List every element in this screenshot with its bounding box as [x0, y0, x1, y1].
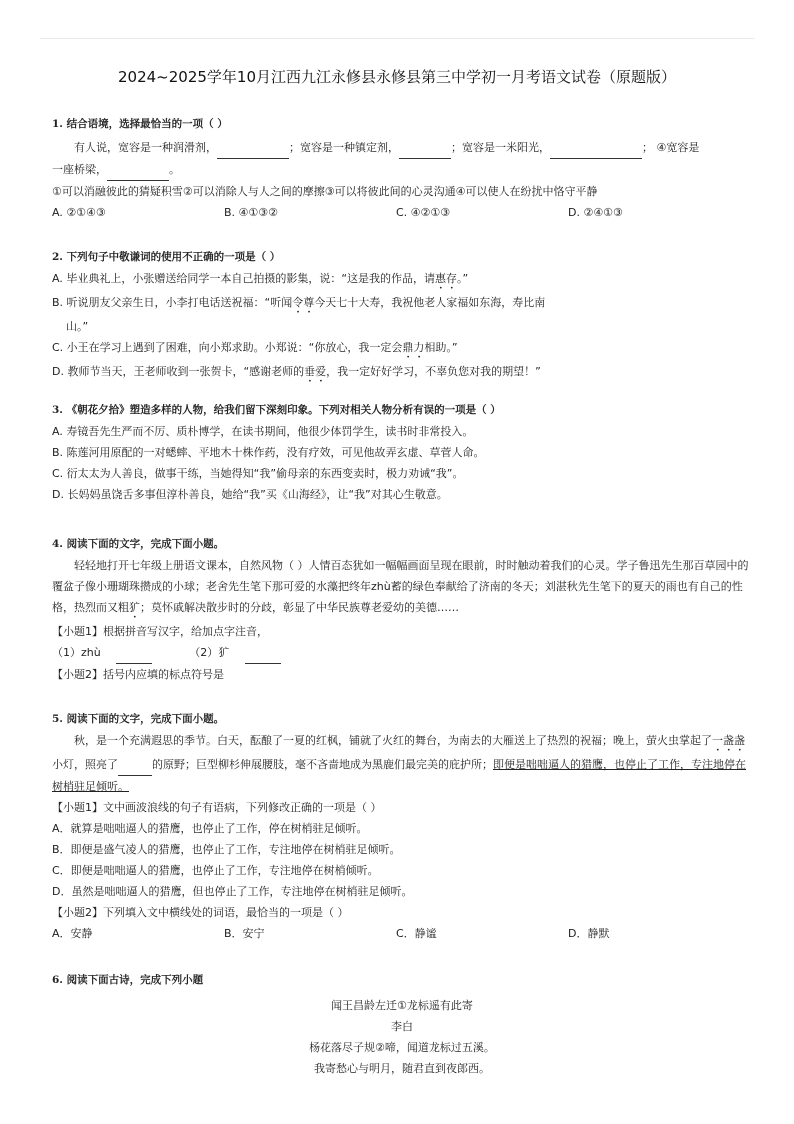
q2-c-dotted: 鼎力	[402, 341, 425, 354]
poem-title: 闻王昌龄左迁①龙标遥有此寄	[331, 999, 473, 1012]
q5-blank[interactable]	[118, 754, 152, 776]
q1-text-b: ；宽容是一种镇定剂，	[289, 141, 399, 154]
q5-sub2-options	[52, 923, 752, 944]
q2-a-text: A. 毕业典礼上，小张赠送给同学一本自己拍摄的影集，说：“这是我的作品，请	[52, 272, 436, 285]
header-rule	[40, 38, 754, 39]
q4-sub1: 【小题1】根据拼音写汉字，给加点字注音，	[52, 625, 268, 638]
q4-passage-text: 轻轻地打开七年级上册语文课本，自然风物（ ）人情百态犹如一幅幅画面呈现在眼前，时时触动着我们的心灵。学子鲁迅先生那百草园中的覆盆子像小珊瑚珠攒成的小球；老舍先生笔下那可爱的水藻把终年zhù蓄的绿色奉献给了济南的冬天；刘湛秋先生笔下的夏天的雨也有自己的性格，热烈而又粗	[52, 559, 749, 614]
q1-text-e: ④宽容是	[653, 141, 700, 154]
q1-blank-1[interactable]	[217, 137, 289, 159]
page-title: 2024~2025学年10月江西九江永修县永修县第三中学初一月考语文试卷（原题版）	[117, 68, 676, 86]
q2-d-text: D. 教师节当天，王老师收到一张贺卡，“感谢老师的	[52, 365, 305, 378]
question-3	[52, 400, 752, 505]
question-4-head: 4. 阅读下面的文字，完成下面小题。	[52, 538, 225, 550]
q3-option-a[interactable]: A. 寿镜吾先生严而不厉、质朴博学，在读书期间，他很少体罚学生，读书时非常投入。	[52, 425, 474, 438]
q4-dotted-char: 犷	[129, 601, 140, 614]
q2-b-text: B. 听说朋友父亲生日，小李打电话送祝福：“听闻	[52, 296, 293, 309]
q2-a-end: 。”	[457, 272, 469, 285]
q1-blank-4[interactable]	[107, 159, 169, 181]
q3-option-c[interactable]: C. 衍太太为人善良，做事干练，当她得知“我”偷母亲的东西变卖时，极力劝诫“我”。	[52, 467, 464, 480]
q5-option-a[interactable]: A．就算是咄咄逼人的猎鹰，也停止了工作，停在树梢驻足倾听。	[52, 822, 368, 835]
q5-passage-text: 秋，是一个充满遐思的季节。白天，酝酿了一夏的红枫，铺就了火红的舞台，为南去的大雁送上了热烈的祝福；晚上，萤火虫掌起了	[74, 734, 712, 747]
q1-option-c[interactable]: C. ④②①③	[396, 206, 451, 219]
question-6	[52, 970, 752, 1079]
q1-text-d: ；	[642, 141, 653, 154]
poem-line-2: 我寄愁心与明月，随君直到夜郎西。	[314, 1062, 490, 1075]
q2-option-b[interactable]	[52, 292, 752, 316]
q2-option-d[interactable]	[52, 361, 752, 385]
q5-passage-text3: 的原野；巨型柳杉伸展腰肢，毫不吝啬地成为黑鹿们最完美的庇护所；	[152, 758, 493, 771]
q2-a-dotted: 惠存	[435, 272, 458, 285]
q2-c-text: C. 小王在学习上遇到了困难，向小郑求助。小郑说：“你放心，我一定会	[52, 341, 403, 354]
q4-item-2-blank[interactable]	[245, 642, 281, 664]
q5-sub2-option-b[interactable]: B．安宁	[224, 927, 265, 940]
question-1-choices: ①可以消融彼此的猜疑积雪②可以消除人与人之间的摩擦③可以将彼此间的心灵沟通④可以使人在纷扰中恪守平静	[52, 185, 598, 198]
question-5-passage	[52, 730, 752, 797]
question-4-passage	[52, 555, 752, 621]
question-1-passage-cont	[52, 159, 752, 181]
poem-line-1: 杨花落尽子规②啼，闻道龙标过五溪。	[309, 1041, 495, 1054]
q1-blank-2[interactable]	[399, 137, 451, 159]
q5-sub2: 【小题2】下列填入文中横线处的词语，最恰当的一项是（ ）	[52, 906, 349, 919]
q1-option-b[interactable]: B. ④①③②	[224, 206, 278, 219]
q5-sub2-option-c[interactable]: C．静谧	[396, 927, 437, 940]
q5-dotted-words: 一盏盏	[712, 734, 745, 747]
q2-b-dotted: 令尊	[292, 296, 315, 309]
question-6-head: 6. 阅读下面古诗，完成下列小题	[52, 974, 204, 986]
question-4	[52, 534, 752, 685]
question-1	[52, 114, 752, 223]
q5-option-d[interactable]: D．虽然是咄咄逼人的猎鹰，但也停止了工作，专注地停在树梢驻足倾听。	[52, 885, 413, 898]
q3-option-b[interactable]: B. 陈莲河用原配的一对蟋蟀、平地木十株作药，没有疗效，可见他故弄玄虚、草菅人命。	[52, 446, 485, 459]
q5-passage-text2: 小灯，照亮了	[52, 758, 118, 771]
q5-sub1: 【小题1】文中画波浪线的句子有语病，下列修改正确的一项是（ ）	[52, 801, 382, 814]
q1-option-d[interactable]: D. ②④①③	[568, 206, 623, 219]
q4-item-2-label: （2）犷	[189, 646, 230, 659]
q1-text-a: 有人说，宽容是一种润滑剂，	[74, 141, 217, 154]
q5-sub2-option-d[interactable]: D．静默	[568, 927, 610, 940]
q2-b-text2: 今天七十大寿，我祝他老人家福如东海，寿比南	[314, 296, 546, 309]
question-1-head: 1. 结合语境，选择最恰当的一项（ ）	[52, 118, 228, 130]
q1-text-c: ；宽容是一米阳光，	[451, 141, 550, 154]
question-2-head: 2. 下列句子中敬谦词的使用不正确的一项是（ ）	[52, 251, 281, 263]
question-1-passage	[52, 137, 752, 159]
q2-option-c[interactable]	[52, 337, 752, 361]
question-2	[52, 247, 752, 385]
q5-sub2-option-a[interactable]: A．安静	[52, 927, 93, 940]
q5-option-b[interactable]: B．即便是盛气凌人的猎鹰，也停止了工作，专注地停在树梢驻足倾听。	[52, 843, 401, 856]
q1-blank-3[interactable]	[550, 137, 642, 159]
q1-text-f: 一座桥梁，	[52, 163, 107, 176]
q5-option-c[interactable]: C．即便是咄咄逼人的猎鹰，也停止了工作，专注地停在树梢倾听。	[52, 864, 379, 877]
q4-sub2: 【小题2】括号内应填的标点符号是	[52, 668, 224, 681]
q4-sub1-items	[52, 642, 752, 664]
q1-option-a[interactable]: A. ②①④③	[52, 206, 106, 219]
question-5-head: 5. 阅读下面的文字，完成下面小题。	[52, 713, 225, 725]
q2-c-end: 相助。”	[424, 341, 458, 354]
q4-item-1-blank[interactable]	[116, 642, 152, 664]
q5-wavy-sentence: 即便是咄咄逼人的猎鹰，也停止了工作，专注地停在树梢驻足倾听。	[52, 758, 746, 793]
question-3-head: 3. 《朝花夕拾》塑造多样的人物，给我们留下深刻印象。下列对相关人物分析有误的一项是（ ）	[52, 404, 501, 416]
poem-author: 李白	[391, 1020, 413, 1033]
q4-passage-end: ；莫怀戚解决散步时的分歧，彰显了中华民族尊老爱幼的美德……	[140, 601, 459, 614]
question-5	[52, 709, 752, 944]
q1-text-g: 。	[169, 163, 180, 176]
q2-d-end: ，我一定好好学习，不辜负您对我的期望！”	[326, 365, 541, 378]
question-1-options	[52, 202, 752, 223]
q2-option-b-cont: 山。”	[66, 320, 89, 333]
q3-option-d[interactable]: D. 长妈妈虽饶舌多事但淳朴善良，她给“我”买《山海经》，让“我”对其心生敬意。	[52, 488, 448, 501]
q2-option-a[interactable]	[52, 268, 752, 292]
q4-item-1-label: （1）zhù	[52, 646, 101, 659]
q2-d-dotted: 垂爱	[304, 365, 327, 378]
